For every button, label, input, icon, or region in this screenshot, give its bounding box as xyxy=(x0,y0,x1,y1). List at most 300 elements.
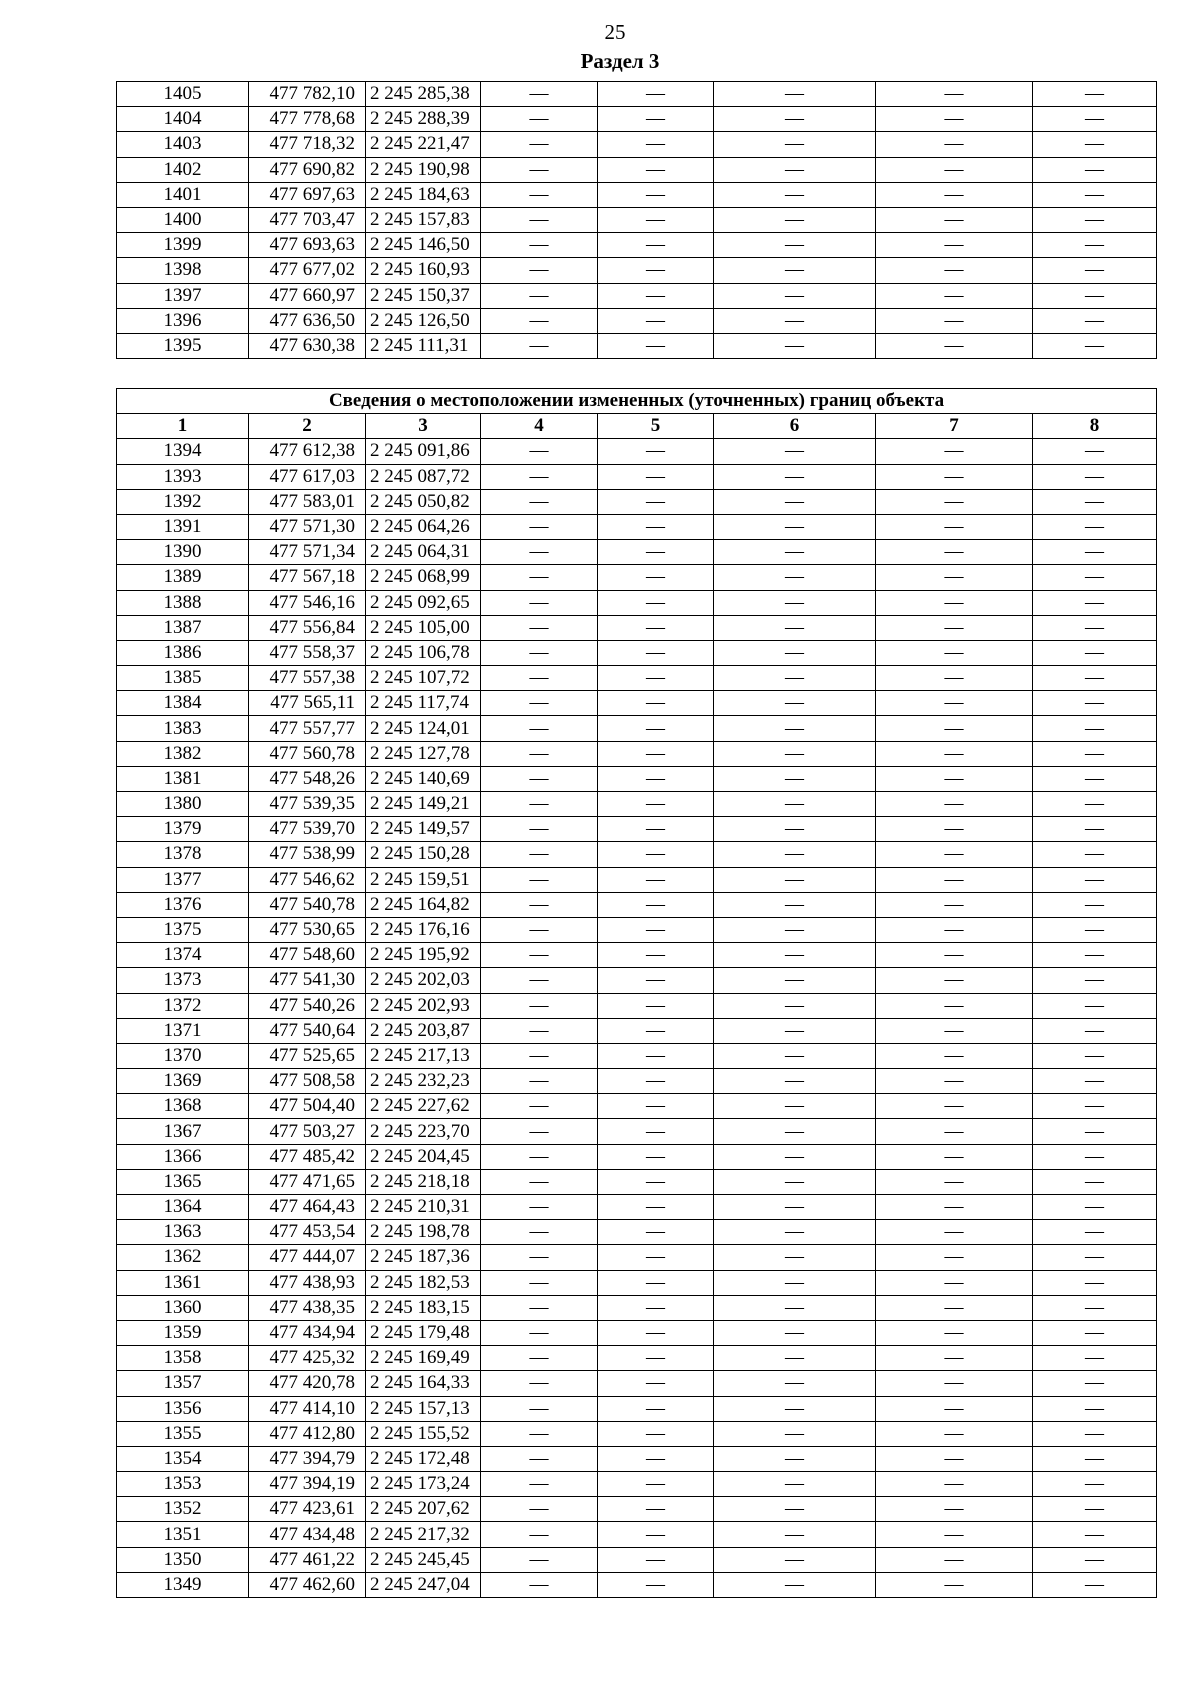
column-number-header: 6 xyxy=(714,414,876,439)
dash-cell: — xyxy=(876,1446,1033,1471)
dash-cell: — xyxy=(1033,540,1157,565)
dash-cell: — xyxy=(1033,1522,1157,1547)
point-number-cell: 1382 xyxy=(117,741,249,766)
point-number-cell: 1370 xyxy=(117,1043,249,1068)
y-coordinate-cell: 2 245 202,03 xyxy=(366,968,481,993)
dash-cell: — xyxy=(714,1069,876,1094)
dash-cell: — xyxy=(714,514,876,539)
point-number-cell: 1385 xyxy=(117,666,249,691)
y-coordinate-cell: 2 245 288,39 xyxy=(366,107,481,132)
table-row xyxy=(117,439,1157,464)
dash-cell: — xyxy=(876,1547,1033,1572)
point-number-cell: 1398 xyxy=(117,258,249,283)
dash-cell: — xyxy=(481,1069,598,1094)
table-row xyxy=(117,258,1157,283)
y-coordinate-cell: 2 245 127,78 xyxy=(366,741,481,766)
x-coordinate-cell: 477 462,60 xyxy=(249,1572,366,1597)
x-coordinate-cell: 477 412,80 xyxy=(249,1421,366,1446)
dash-cell: — xyxy=(598,917,714,942)
dash-cell: — xyxy=(876,1472,1033,1497)
point-number-cell: 1393 xyxy=(117,464,249,489)
dash-cell: — xyxy=(876,258,1033,283)
dash-cell: — xyxy=(876,1018,1033,1043)
table-row xyxy=(117,1018,1157,1043)
y-coordinate-cell: 2 245 203,87 xyxy=(366,1018,481,1043)
dash-cell: — xyxy=(1033,842,1157,867)
point-number-cell: 1360 xyxy=(117,1295,249,1320)
x-coordinate-cell: 477 782,10 xyxy=(249,82,366,107)
point-number-cell: 1378 xyxy=(117,842,249,867)
dash-cell: — xyxy=(481,1018,598,1043)
y-coordinate-cell: 2 245 210,31 xyxy=(366,1195,481,1220)
dash-cell: — xyxy=(714,207,876,232)
x-coordinate-cell: 477 677,02 xyxy=(249,258,366,283)
dash-cell: — xyxy=(481,1094,598,1119)
dash-cell: — xyxy=(714,1295,876,1320)
x-coordinate-cell: 477 438,93 xyxy=(249,1270,366,1295)
dash-cell: — xyxy=(481,258,598,283)
dash-cell: — xyxy=(481,1320,598,1345)
dash-cell: — xyxy=(876,892,1033,917)
table-row xyxy=(117,1472,1157,1497)
dash-cell: — xyxy=(598,464,714,489)
table-row xyxy=(117,817,1157,842)
dash-cell: — xyxy=(598,1472,714,1497)
point-number-cell: 1405 xyxy=(117,82,249,107)
dash-cell: — xyxy=(598,766,714,791)
dash-cell: — xyxy=(714,1119,876,1144)
x-coordinate-cell: 477 718,32 xyxy=(249,132,366,157)
y-coordinate-cell: 2 245 247,04 xyxy=(366,1572,481,1597)
dash-cell: — xyxy=(1033,1371,1157,1396)
dash-cell: — xyxy=(481,207,598,232)
dash-cell: — xyxy=(481,540,598,565)
column-number-header: 5 xyxy=(598,414,714,439)
table-row xyxy=(117,716,1157,741)
dash-cell: — xyxy=(876,766,1033,791)
dash-cell: — xyxy=(714,1572,876,1597)
table-row xyxy=(117,107,1157,132)
dash-cell: — xyxy=(714,439,876,464)
table-row xyxy=(117,968,1157,993)
x-coordinate-cell: 477 565,11 xyxy=(249,691,366,716)
dash-cell: — xyxy=(714,1497,876,1522)
table-row xyxy=(117,1094,1157,1119)
dash-cell: — xyxy=(714,1446,876,1471)
point-number-cell: 1350 xyxy=(117,1547,249,1572)
x-coordinate-cell: 477 503,27 xyxy=(249,1119,366,1144)
y-coordinate-cell: 2 245 173,24 xyxy=(366,1472,481,1497)
table-row xyxy=(117,1195,1157,1220)
dash-cell: — xyxy=(1033,943,1157,968)
x-coordinate-cell: 477 508,58 xyxy=(249,1069,366,1094)
dash-cell: — xyxy=(598,1295,714,1320)
dash-cell: — xyxy=(481,867,598,892)
dash-cell: — xyxy=(1033,1195,1157,1220)
point-number-cell: 1377 xyxy=(117,867,249,892)
y-coordinate-cell: 2 245 068,99 xyxy=(366,565,481,590)
dash-cell: — xyxy=(481,917,598,942)
dash-cell: — xyxy=(876,867,1033,892)
dash-cell: — xyxy=(876,565,1033,590)
dash-cell: — xyxy=(714,1245,876,1270)
x-coordinate-cell: 477 539,70 xyxy=(249,817,366,842)
x-coordinate-cell: 477 540,64 xyxy=(249,1018,366,1043)
table-caption-row xyxy=(117,389,1157,414)
table-row xyxy=(117,283,1157,308)
y-coordinate-cell: 2 245 149,57 xyxy=(366,817,481,842)
dash-cell: — xyxy=(481,766,598,791)
dash-cell: — xyxy=(1033,258,1157,283)
dash-cell: — xyxy=(598,540,714,565)
table-row xyxy=(117,1497,1157,1522)
dash-cell: — xyxy=(481,439,598,464)
y-coordinate-cell: 2 245 169,49 xyxy=(366,1346,481,1371)
y-coordinate-cell: 2 245 064,26 xyxy=(366,514,481,539)
y-coordinate-cell: 2 245 227,62 xyxy=(366,1094,481,1119)
point-number-cell: 1359 xyxy=(117,1320,249,1345)
y-coordinate-cell: 2 245 179,48 xyxy=(366,1320,481,1345)
y-coordinate-cell: 2 245 184,63 xyxy=(366,182,481,207)
dash-cell: — xyxy=(481,842,598,867)
x-coordinate-cell: 477 560,78 xyxy=(249,741,366,766)
dash-cell: — xyxy=(598,1446,714,1471)
dash-cell: — xyxy=(714,817,876,842)
dash-cell: — xyxy=(598,993,714,1018)
table-row xyxy=(117,1446,1157,1471)
dash-cell: — xyxy=(876,1094,1033,1119)
point-number-cell: 1355 xyxy=(117,1421,249,1446)
table-row xyxy=(117,333,1157,358)
y-coordinate-cell: 2 245 223,70 xyxy=(366,1119,481,1144)
dash-cell: — xyxy=(481,233,598,258)
dash-cell: — xyxy=(876,157,1033,182)
y-coordinate-cell: 2 245 149,21 xyxy=(366,792,481,817)
dash-cell: — xyxy=(714,1144,876,1169)
dash-cell: — xyxy=(481,1270,598,1295)
dash-cell: — xyxy=(598,1220,714,1245)
table-row xyxy=(117,182,1157,207)
dash-cell: — xyxy=(481,1119,598,1144)
dash-cell: — xyxy=(598,792,714,817)
y-coordinate-cell: 2 245 157,83 xyxy=(366,207,481,232)
y-coordinate-cell: 2 245 217,32 xyxy=(366,1522,481,1547)
table-row xyxy=(117,207,1157,232)
dash-cell: — xyxy=(598,1346,714,1371)
point-number-cell: 1352 xyxy=(117,1497,249,1522)
dash-cell: — xyxy=(481,1043,598,1068)
point-number-cell: 1349 xyxy=(117,1572,249,1597)
dash-cell: — xyxy=(876,132,1033,157)
dash-cell: — xyxy=(876,640,1033,665)
point-number-cell: 1372 xyxy=(117,993,249,1018)
x-coordinate-cell: 477 636,50 xyxy=(249,308,366,333)
dash-cell: — xyxy=(598,1195,714,1220)
x-coordinate-cell: 477 530,65 xyxy=(249,917,366,942)
dash-cell: — xyxy=(1033,741,1157,766)
dash-cell: — xyxy=(714,943,876,968)
dash-cell: — xyxy=(714,1522,876,1547)
dash-cell: — xyxy=(714,540,876,565)
dash-cell: — xyxy=(598,716,714,741)
point-number-cell: 1375 xyxy=(117,917,249,942)
point-number-cell: 1392 xyxy=(117,489,249,514)
x-coordinate-cell: 477 485,42 xyxy=(249,1144,366,1169)
table-row xyxy=(117,1270,1157,1295)
table-row xyxy=(117,867,1157,892)
table-row xyxy=(117,565,1157,590)
point-number-cell: 1384 xyxy=(117,691,249,716)
point-number-cell: 1389 xyxy=(117,565,249,590)
dash-cell: — xyxy=(876,1220,1033,1245)
dash-cell: — xyxy=(598,1547,714,1572)
dash-cell: — xyxy=(1033,1497,1157,1522)
dash-cell: — xyxy=(598,157,714,182)
dash-cell: — xyxy=(876,1069,1033,1094)
dash-cell: — xyxy=(876,107,1033,132)
dash-cell: — xyxy=(876,207,1033,232)
table-row xyxy=(117,132,1157,157)
table-row xyxy=(117,640,1157,665)
dash-cell: — xyxy=(598,1497,714,1522)
dash-cell: — xyxy=(1033,666,1157,691)
table-row xyxy=(117,1069,1157,1094)
dash-cell: — xyxy=(1033,1094,1157,1119)
dash-cell: — xyxy=(598,640,714,665)
x-coordinate-cell: 477 525,65 xyxy=(249,1043,366,1068)
table-row xyxy=(117,82,1157,107)
y-coordinate-cell: 2 245 157,13 xyxy=(366,1396,481,1421)
x-coordinate-cell: 477 556,84 xyxy=(249,615,366,640)
y-coordinate-cell: 2 245 204,45 xyxy=(366,1144,481,1169)
dash-cell: — xyxy=(598,1018,714,1043)
dash-cell: — xyxy=(598,691,714,716)
dash-cell: — xyxy=(1033,1572,1157,1597)
table-row xyxy=(117,157,1157,182)
dash-cell: — xyxy=(1033,1119,1157,1144)
dash-cell: — xyxy=(481,1346,598,1371)
dash-cell: — xyxy=(876,943,1033,968)
dash-cell: — xyxy=(481,132,598,157)
x-coordinate-cell: 477 420,78 xyxy=(249,1371,366,1396)
dash-cell: — xyxy=(876,283,1033,308)
dash-cell: — xyxy=(481,691,598,716)
y-coordinate-cell: 2 245 050,82 xyxy=(366,489,481,514)
point-number-cell: 1368 xyxy=(117,1094,249,1119)
dash-cell: — xyxy=(714,590,876,615)
dash-cell: — xyxy=(714,1320,876,1345)
point-number-cell: 1386 xyxy=(117,640,249,665)
dash-cell: — xyxy=(876,1346,1033,1371)
dash-cell: — xyxy=(876,1421,1033,1446)
dash-cell: — xyxy=(481,283,598,308)
dash-cell: — xyxy=(1033,82,1157,107)
dash-cell: — xyxy=(714,182,876,207)
x-coordinate-cell: 477 539,35 xyxy=(249,792,366,817)
y-coordinate-cell: 2 245 117,74 xyxy=(366,691,481,716)
dash-cell: — xyxy=(1033,1346,1157,1371)
dash-cell: — xyxy=(1033,1295,1157,1320)
y-coordinate-cell: 2 245 195,92 xyxy=(366,943,481,968)
y-coordinate-cell: 2 245 217,13 xyxy=(366,1043,481,1068)
dash-cell: — xyxy=(876,691,1033,716)
point-number-cell: 1399 xyxy=(117,233,249,258)
dash-cell: — xyxy=(714,666,876,691)
dash-cell: — xyxy=(481,82,598,107)
y-coordinate-cell: 2 245 285,38 xyxy=(366,82,481,107)
point-number-cell: 1374 xyxy=(117,943,249,968)
table-row xyxy=(117,540,1157,565)
dash-cell: — xyxy=(1033,333,1157,358)
dash-cell: — xyxy=(598,1522,714,1547)
dash-cell: — xyxy=(481,157,598,182)
y-coordinate-cell: 2 245 176,16 xyxy=(366,917,481,942)
table-body xyxy=(117,439,1157,1598)
dash-cell: — xyxy=(598,615,714,640)
y-coordinate-cell: 2 245 107,72 xyxy=(366,666,481,691)
point-number-cell: 1388 xyxy=(117,590,249,615)
dash-cell: — xyxy=(714,283,876,308)
dash-cell: — xyxy=(1033,1320,1157,1345)
dash-cell: — xyxy=(1033,691,1157,716)
dash-cell: — xyxy=(598,590,714,615)
point-number-cell: 1381 xyxy=(117,766,249,791)
dash-cell: — xyxy=(714,1169,876,1194)
dash-cell: — xyxy=(876,1572,1033,1597)
dash-cell: — xyxy=(1033,1446,1157,1471)
dash-cell: — xyxy=(714,917,876,942)
dash-cell: — xyxy=(714,1421,876,1446)
table-row xyxy=(117,1320,1157,1345)
dash-cell: — xyxy=(714,716,876,741)
y-coordinate-cell: 2 245 146,50 xyxy=(366,233,481,258)
y-coordinate-cell: 2 245 190,98 xyxy=(366,157,481,182)
table-row xyxy=(117,489,1157,514)
x-coordinate-cell: 477 464,43 xyxy=(249,1195,366,1220)
x-coordinate-cell: 477 425,32 xyxy=(249,1346,366,1371)
dash-cell: — xyxy=(1033,590,1157,615)
point-number-cell: 1401 xyxy=(117,182,249,207)
dash-cell: — xyxy=(876,1371,1033,1396)
x-coordinate-cell: 477 571,34 xyxy=(249,540,366,565)
y-coordinate-cell: 2 245 140,69 xyxy=(366,766,481,791)
dash-cell: — xyxy=(598,439,714,464)
dash-cell: — xyxy=(876,308,1033,333)
point-number-cell: 1390 xyxy=(117,540,249,565)
dash-cell: — xyxy=(1033,792,1157,817)
dash-cell: — xyxy=(481,817,598,842)
table-row xyxy=(117,1169,1157,1194)
point-number-cell: 1356 xyxy=(117,1396,249,1421)
y-coordinate-cell: 2 245 218,18 xyxy=(366,1169,481,1194)
x-coordinate-cell: 477 394,79 xyxy=(249,1446,366,1471)
dash-cell: — xyxy=(876,666,1033,691)
table-row xyxy=(117,1220,1157,1245)
dash-cell: — xyxy=(481,1497,598,1522)
dash-cell: — xyxy=(714,892,876,917)
point-number-cell: 1361 xyxy=(117,1270,249,1295)
dash-cell: — xyxy=(714,1018,876,1043)
dash-cell: — xyxy=(876,464,1033,489)
dash-cell: — xyxy=(876,1169,1033,1194)
dash-cell: — xyxy=(876,489,1033,514)
y-coordinate-cell: 2 245 150,28 xyxy=(366,842,481,867)
x-coordinate-cell: 477 434,94 xyxy=(249,1320,366,1345)
y-coordinate-cell: 2 245 150,37 xyxy=(366,283,481,308)
table-row xyxy=(117,1421,1157,1446)
dash-cell: — xyxy=(481,1547,598,1572)
dash-cell: — xyxy=(598,1320,714,1345)
y-coordinate-cell: 2 245 202,93 xyxy=(366,993,481,1018)
table-row xyxy=(117,590,1157,615)
dash-cell: — xyxy=(714,1396,876,1421)
dash-cell: — xyxy=(598,741,714,766)
dash-cell: — xyxy=(481,1295,598,1320)
dash-cell: — xyxy=(598,1043,714,1068)
y-coordinate-cell: 2 245 207,62 xyxy=(366,1497,481,1522)
column-number-header: 3 xyxy=(366,414,481,439)
table-row xyxy=(117,766,1157,791)
point-number-cell: 1383 xyxy=(117,716,249,741)
column-number-header: 7 xyxy=(876,414,1033,439)
dash-cell: — xyxy=(481,615,598,640)
x-coordinate-cell: 477 540,26 xyxy=(249,993,366,1018)
point-number-cell: 1379 xyxy=(117,817,249,842)
table-row xyxy=(117,741,1157,766)
point-number-cell: 1365 xyxy=(117,1169,249,1194)
y-coordinate-cell: 2 245 187,36 xyxy=(366,1245,481,1270)
dash-cell: — xyxy=(481,464,598,489)
dash-cell: — xyxy=(876,993,1033,1018)
dash-cell: — xyxy=(481,1396,598,1421)
y-coordinate-cell: 2 245 198,78 xyxy=(366,1220,481,1245)
x-coordinate-cell: 477 557,77 xyxy=(249,716,366,741)
table-row xyxy=(117,1396,1157,1421)
dash-cell: — xyxy=(1033,1018,1157,1043)
dash-cell: — xyxy=(1033,640,1157,665)
dash-cell: — xyxy=(1033,283,1157,308)
dash-cell: — xyxy=(714,1547,876,1572)
dash-cell: — xyxy=(598,82,714,107)
coordinates-table-continued xyxy=(116,81,1157,359)
table-row xyxy=(117,1119,1157,1144)
table-row xyxy=(117,1522,1157,1547)
dash-cell: — xyxy=(876,917,1033,942)
table-row xyxy=(117,842,1157,867)
dash-cell: — xyxy=(598,867,714,892)
dash-cell: — xyxy=(481,666,598,691)
dash-cell: — xyxy=(876,1270,1033,1295)
x-coordinate-cell: 477 778,68 xyxy=(249,107,366,132)
dash-cell: — xyxy=(876,590,1033,615)
table-body xyxy=(117,82,1157,359)
dash-cell: — xyxy=(876,333,1033,358)
dash-cell: — xyxy=(714,1270,876,1295)
x-coordinate-cell: 477 548,26 xyxy=(249,766,366,791)
dash-cell: — xyxy=(481,640,598,665)
table-row xyxy=(117,308,1157,333)
table-row xyxy=(117,1371,1157,1396)
column-number-header: 1 xyxy=(117,414,249,439)
point-number-cell: 1380 xyxy=(117,792,249,817)
dash-cell: — xyxy=(598,107,714,132)
dash-cell: — xyxy=(1033,766,1157,791)
dash-cell: — xyxy=(481,792,598,817)
dash-cell: — xyxy=(714,107,876,132)
dash-cell: — xyxy=(876,842,1033,867)
column-number-header: 2 xyxy=(249,414,366,439)
dash-cell: — xyxy=(598,1119,714,1144)
